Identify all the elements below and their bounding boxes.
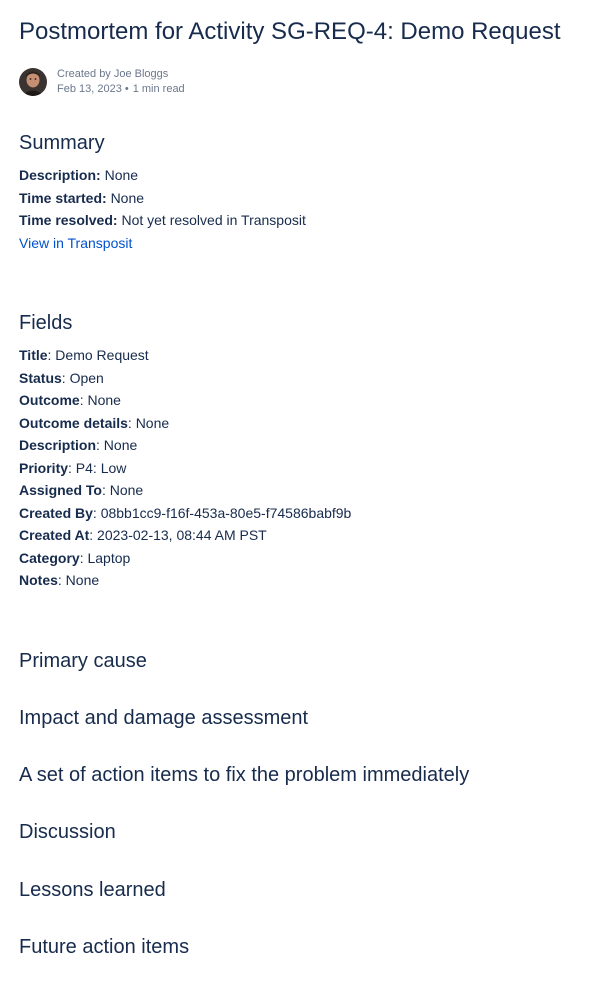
meta-line (57, 82, 185, 97)
summary-value: None (110, 190, 145, 206)
field-label: Outcome (19, 392, 80, 408)
field-row (19, 480, 143, 500)
field-value: : None (101, 482, 144, 498)
field-value: : 2023-02-13, 08:44 AM PST (89, 527, 267, 543)
view-in-transposit-link[interactable]: View in Transposit (19, 235, 133, 251)
field-value: : None (127, 415, 170, 431)
impact-assessment-heading: Impact and damage assessment (19, 707, 309, 729)
field-label: Priority (19, 460, 69, 476)
summary-label: Description: (19, 167, 101, 183)
primary-cause-heading: Primary cause (19, 650, 147, 672)
field-value: : Demo Request (47, 347, 149, 363)
field-label: Category (19, 550, 80, 566)
fields-heading: Fields (19, 312, 73, 334)
read-time: 1 min read (132, 83, 185, 95)
summary-heading: Summary (19, 132, 105, 154)
action-items-heading: A set of action items to fix the problem immediately (19, 764, 470, 786)
field-label: Title (19, 347, 48, 363)
field-row (19, 435, 137, 455)
field-label: Status (19, 370, 62, 386)
field-value: : None (57, 572, 100, 588)
summary-label: Time started: (19, 190, 107, 206)
field-value: : Laptop (79, 550, 131, 566)
field-label: Created By (19, 505, 93, 521)
user-avatar-icon[interactable] (19, 68, 47, 96)
field-row (19, 413, 169, 433)
summary-row (19, 210, 306, 230)
separator-dot: • (124, 83, 129, 95)
summary-value: None (104, 167, 139, 183)
field-row (19, 458, 126, 478)
field-row (19, 345, 149, 365)
field-value: : Open (61, 370, 104, 386)
field-value: : None (79, 392, 121, 408)
field-row (19, 570, 99, 590)
field-label: Notes (19, 572, 58, 588)
field-value: : 08bb1cc9-f16f-453a-80e5-f74586babf9b (92, 505, 352, 521)
field-row (19, 548, 130, 568)
field-label: Outcome details (19, 415, 128, 431)
field-row (19, 525, 267, 545)
future-action-items-heading: Future action items (19, 936, 190, 958)
summary-row (19, 188, 144, 208)
field-row (19, 503, 351, 523)
field-value: : P4: Low (68, 460, 127, 476)
summary-row (19, 165, 138, 185)
lessons-learned-heading: Lessons learned (19, 879, 166, 901)
byline (19, 66, 185, 98)
field-label: Assigned To (19, 482, 102, 498)
field-row (19, 390, 121, 410)
page-title: Postmortem for Activity SG-REQ-4: Demo Request (19, 18, 561, 45)
field-label: Created At (19, 527, 90, 543)
created-date: Feb 13, 2023 (57, 83, 122, 95)
summary-label: Time resolved: (19, 212, 118, 228)
field-label: Description (19, 437, 97, 453)
summary-value: Not yet resolved in Transposit (121, 212, 306, 228)
discussion-heading: Discussion (19, 821, 116, 843)
byline-text (57, 67, 185, 97)
field-value: : None (96, 437, 138, 453)
author-text: Created by Joe Bloggs (57, 68, 169, 80)
field-row (19, 368, 104, 388)
